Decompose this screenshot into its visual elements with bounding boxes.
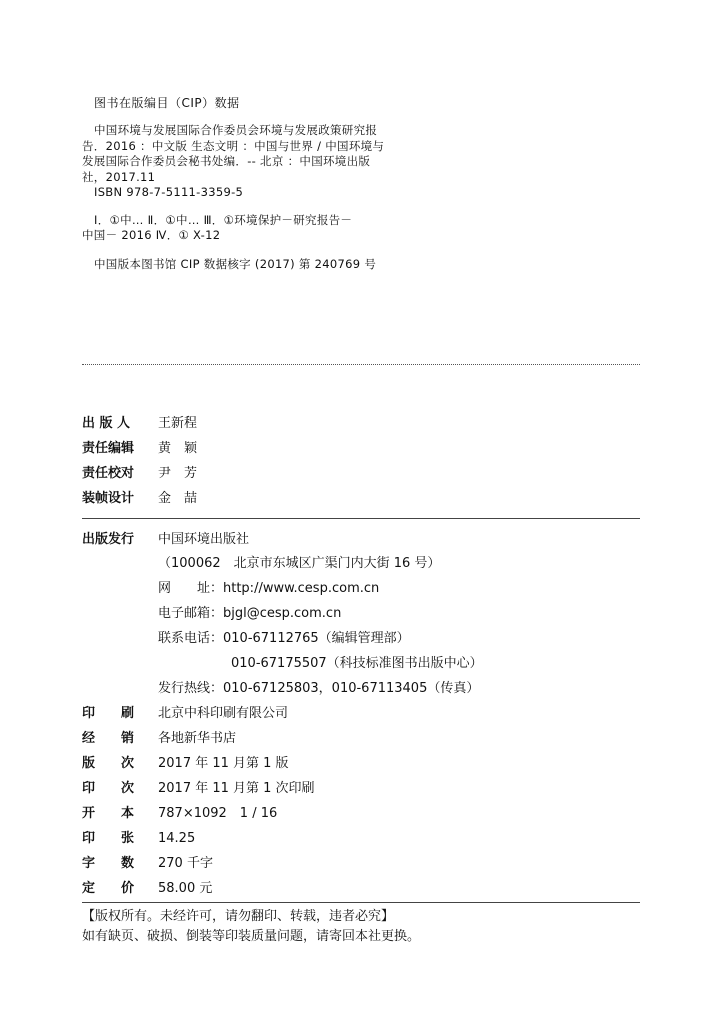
publisher-phone: 联系电话：010-67112765（编辑管理部） bbox=[158, 631, 410, 646]
detail-value: 2017 年 11 月第 1 版 bbox=[158, 756, 289, 771]
staff-row-editor bbox=[82, 440, 197, 458]
detail-value: 787×1092 1 / 16 bbox=[158, 806, 278, 821]
cip-title: 图书在版编目（CIP）数据 bbox=[94, 96, 240, 110]
cip-record-line: 中国环境与发展国际合作委员会环境与发展政策研究报 bbox=[94, 123, 378, 137]
cip-subjects bbox=[82, 213, 442, 244]
detail-label: 印 刷 bbox=[82, 706, 135, 721]
staff-value: 黄 颖 bbox=[158, 441, 198, 456]
detail-value: 各地新华书店 bbox=[158, 731, 237, 746]
detail-value: 2017 年 11 月第 1 次印刷 bbox=[158, 781, 315, 796]
publisher-phone-2: 010-67175507（科技标准图书出版中心） bbox=[231, 656, 483, 671]
cip-record bbox=[82, 123, 442, 201]
detail-label: 印 张 bbox=[82, 831, 135, 846]
publisher-name: 中国环境出版社 bbox=[158, 532, 250, 547]
detail-label: 经 销 bbox=[82, 731, 135, 746]
detail-label: 印 次 bbox=[82, 781, 135, 796]
staff-label: 责任校对 bbox=[82, 466, 135, 481]
cip-isbn: ISBN 978-7-5111-3359-5 bbox=[94, 185, 244, 199]
staff-label: 装帧设计 bbox=[82, 491, 135, 506]
solid-divider bbox=[82, 902, 640, 903]
detail-value: 270 千字 bbox=[158, 856, 213, 871]
cip-number: 中国版本图书馆 CIP 数据核字 (2017) 第 240769 号 bbox=[94, 256, 377, 271]
solid-divider bbox=[82, 518, 640, 519]
detail-row-distributor bbox=[82, 730, 236, 748]
cip-subject-line: 中国－ 2016 Ⅳ．① X-12 bbox=[82, 228, 221, 242]
cip-record-line: 发展国际合作委员会秘书处编．-- 北京 ：中国环境出版 bbox=[82, 154, 371, 168]
detail-row-wordcount bbox=[82, 855, 213, 873]
publisher-row bbox=[82, 531, 249, 549]
staff-row-designer bbox=[82, 490, 197, 508]
staff-value: 金 喆 bbox=[158, 491, 198, 506]
detail-label: 版 次 bbox=[82, 756, 135, 771]
detail-label: 定 价 bbox=[82, 881, 135, 896]
detail-row-price bbox=[82, 880, 212, 898]
staff-value: 尹 芳 bbox=[158, 466, 198, 481]
cip-record-line: 社，2017.11 bbox=[82, 169, 156, 184]
detail-row-sheets bbox=[82, 830, 195, 848]
quality-notice: 如有缺页、破损、倒装等印装质量问题，请寄回本社更换。 bbox=[82, 929, 421, 944]
detail-label: 字 数 bbox=[82, 856, 135, 871]
publisher-email: 电子邮箱：bjgl@cesp.com.cn bbox=[158, 606, 342, 621]
copyright-notice: 【版权所有。未经许可，请勿翻印、转载，违者必究】 bbox=[82, 909, 395, 924]
cip-block bbox=[82, 95, 442, 272]
detail-row-printer bbox=[82, 705, 288, 723]
publisher-hotline: 发行热线：010-67125803，010-67113405（传真） bbox=[158, 681, 480, 696]
staff-label: 出 版 人 bbox=[82, 416, 131, 431]
staff-label: 责任编辑 bbox=[82, 441, 135, 456]
staff-row-proofreader bbox=[82, 465, 197, 483]
detail-row-edition bbox=[82, 755, 289, 773]
publisher-website: 网 址：http://www.cesp.com.cn bbox=[158, 581, 380, 596]
detail-label: 开 本 bbox=[82, 806, 135, 821]
staff-row-publisher bbox=[82, 415, 197, 433]
detail-row-printing bbox=[82, 780, 315, 798]
dotted-divider bbox=[82, 364, 640, 365]
publisher-label: 出版发行 bbox=[82, 532, 135, 547]
publisher-address: （100062 北京市东城区广渠门内大街 16 号） bbox=[158, 556, 441, 571]
detail-value: 北京中科印刷有限公司 bbox=[158, 706, 289, 721]
detail-row-format bbox=[82, 805, 277, 823]
detail-value: 58.00 元 bbox=[158, 881, 213, 896]
staff-value: 王新程 bbox=[158, 416, 198, 431]
cip-record-line: 告．2016 ：中文版 生态文明 ：中国与世界 / 中国环境与 bbox=[82, 138, 385, 153]
cip-subject-line: Ⅰ．①中… Ⅱ．①中… Ⅲ．①环境保护－研究报告－ bbox=[94, 212, 353, 227]
detail-value: 14.25 bbox=[158, 831, 196, 846]
